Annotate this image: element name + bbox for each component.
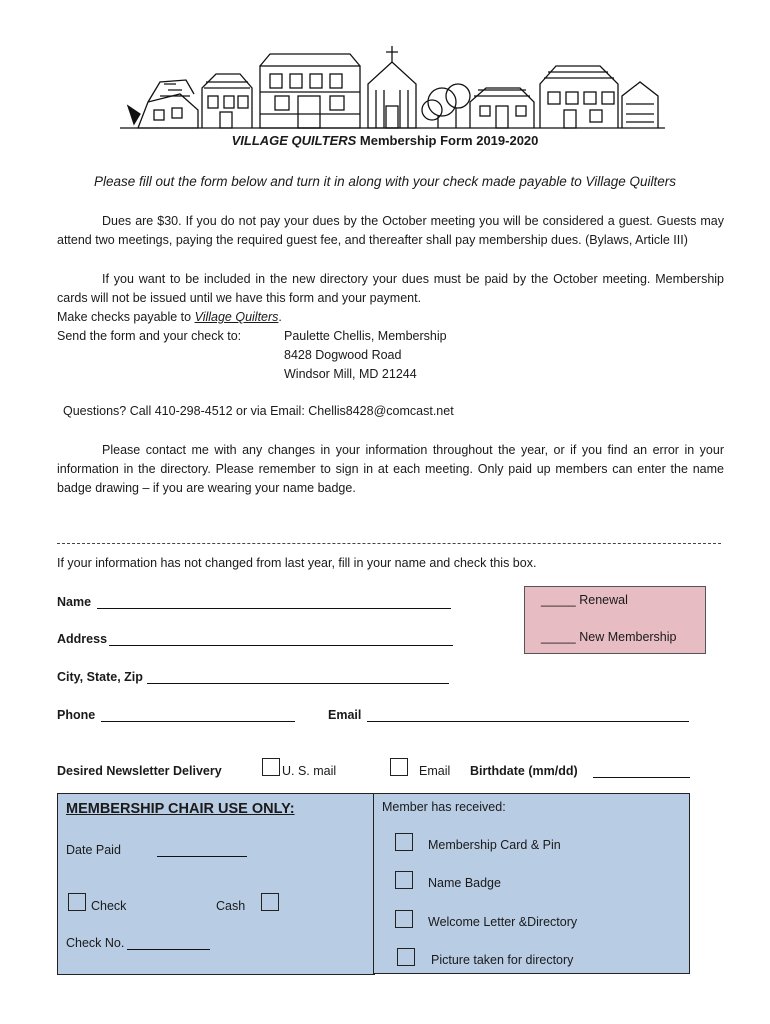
check-payment-label: Check [91, 899, 127, 913]
picture-taken-label: Picture taken for directory [431, 953, 574, 967]
instructions-subtitle: Please fill out the form below and turn it in along with your check made payable to Village Quilters [93, 174, 677, 189]
welcome-letter-checkbox[interactable] [395, 910, 413, 928]
mailing-address-line-3: Windsor Mill, MD 21244 [284, 367, 417, 381]
cash-payment-label: Cash [216, 899, 246, 913]
birthdate-field[interactable] [593, 761, 690, 778]
directory-paragraph [57, 270, 724, 308]
welcome-letter-label: Welcome Letter &Directory [428, 915, 578, 929]
form-title [0, 133, 770, 148]
directory-text: If you want to be included in the new directory your dues must be paid by the October meeting. Membership cards will not be issued until we have this form and your payment. [57, 272, 724, 305]
mailing-address-line-1: Paulette Chellis, Membership [284, 329, 447, 343]
dues-paragraph [57, 212, 724, 250]
phone-label: Phone [57, 708, 96, 722]
us-mail-checkbox[interactable] [262, 758, 280, 776]
check-number-label: Check No. [66, 936, 125, 950]
date-paid-label: Date Paid [66, 843, 121, 857]
send-label: Send the form and your check to: [57, 329, 242, 343]
address-field[interactable] [109, 629, 453, 646]
form-title-rest: Membership Form 2019-2020 [356, 133, 539, 148]
name-badge-checkbox[interactable] [395, 871, 413, 889]
membership-card-checkbox[interactable] [395, 833, 413, 851]
name-field[interactable] [97, 592, 451, 609]
new-membership-option[interactable]: _____ New Membership [541, 630, 677, 644]
received-heading: Member has received: [382, 800, 506, 814]
renewal-option[interactable]: _____ Renewal [541, 593, 628, 607]
mailing-address-line-2: 8428 Dogwood Road [284, 348, 402, 362]
newsletter-label: Desired Newsletter Delivery [57, 764, 222, 778]
checks-prefix: Make checks payable to [57, 310, 195, 324]
club-name: VILLAGE QUILTERS [231, 133, 357, 148]
checks-payable-line [57, 308, 282, 327]
cash-payment-checkbox[interactable] [261, 893, 279, 911]
cut-line [57, 543, 721, 544]
name-badge-label: Name Badge [428, 876, 501, 890]
check-payment-checkbox[interactable] [68, 893, 86, 911]
name-label: Name [57, 595, 92, 609]
city-state-zip-field[interactable] [147, 667, 449, 684]
city-state-zip-label: City, State, Zip [57, 670, 143, 684]
date-paid-field[interactable] [157, 840, 247, 857]
unchanged-note: If your information has not changed from last year, fill in your name and check this box. [57, 556, 537, 570]
email-field[interactable] [367, 705, 689, 722]
phone-field[interactable] [101, 705, 295, 722]
member-received-box [373, 793, 690, 974]
email-delivery-checkbox[interactable] [390, 758, 408, 776]
email-label: Email [328, 708, 362, 722]
contact-paragraph [57, 441, 724, 498]
dues-text: Dues are $30. If you do not pay your dues by the October meeting you will be considered a guest. Guests may attend two meetings, paying the required guest fee, and thereafter shall pay membership dues. (Bylaws, Article III) [57, 214, 724, 247]
address-label: Address [57, 632, 108, 646]
contact-text: Please contact me with any changes in your information throughout the year, or if you find an error in your information in the directory. Please remember to sign in at each meeting. Only paid up members can enter the name badge drawing – if you are wearing your name badge. [57, 443, 724, 495]
payee: Village Quilters [194, 310, 279, 324]
membership-card-label: Membership Card & Pin [428, 838, 561, 852]
check-number-field[interactable] [127, 933, 210, 950]
birthdate-label: Birthdate (mm/dd) [470, 764, 578, 778]
us-mail-label: U. S. mail [282, 764, 337, 778]
questions-line: Questions? Call 410-298-4512 or via Email: Chellis8428@comcast.net [63, 404, 454, 418]
village-illustration [120, 44, 665, 132]
checks-suffix: . [278, 310, 282, 324]
email-delivery-label: Email [419, 764, 451, 778]
picture-taken-checkbox[interactable] [397, 948, 415, 966]
chair-use-heading: MEMBERSHIP CHAIR USE ONLY: [66, 801, 295, 817]
